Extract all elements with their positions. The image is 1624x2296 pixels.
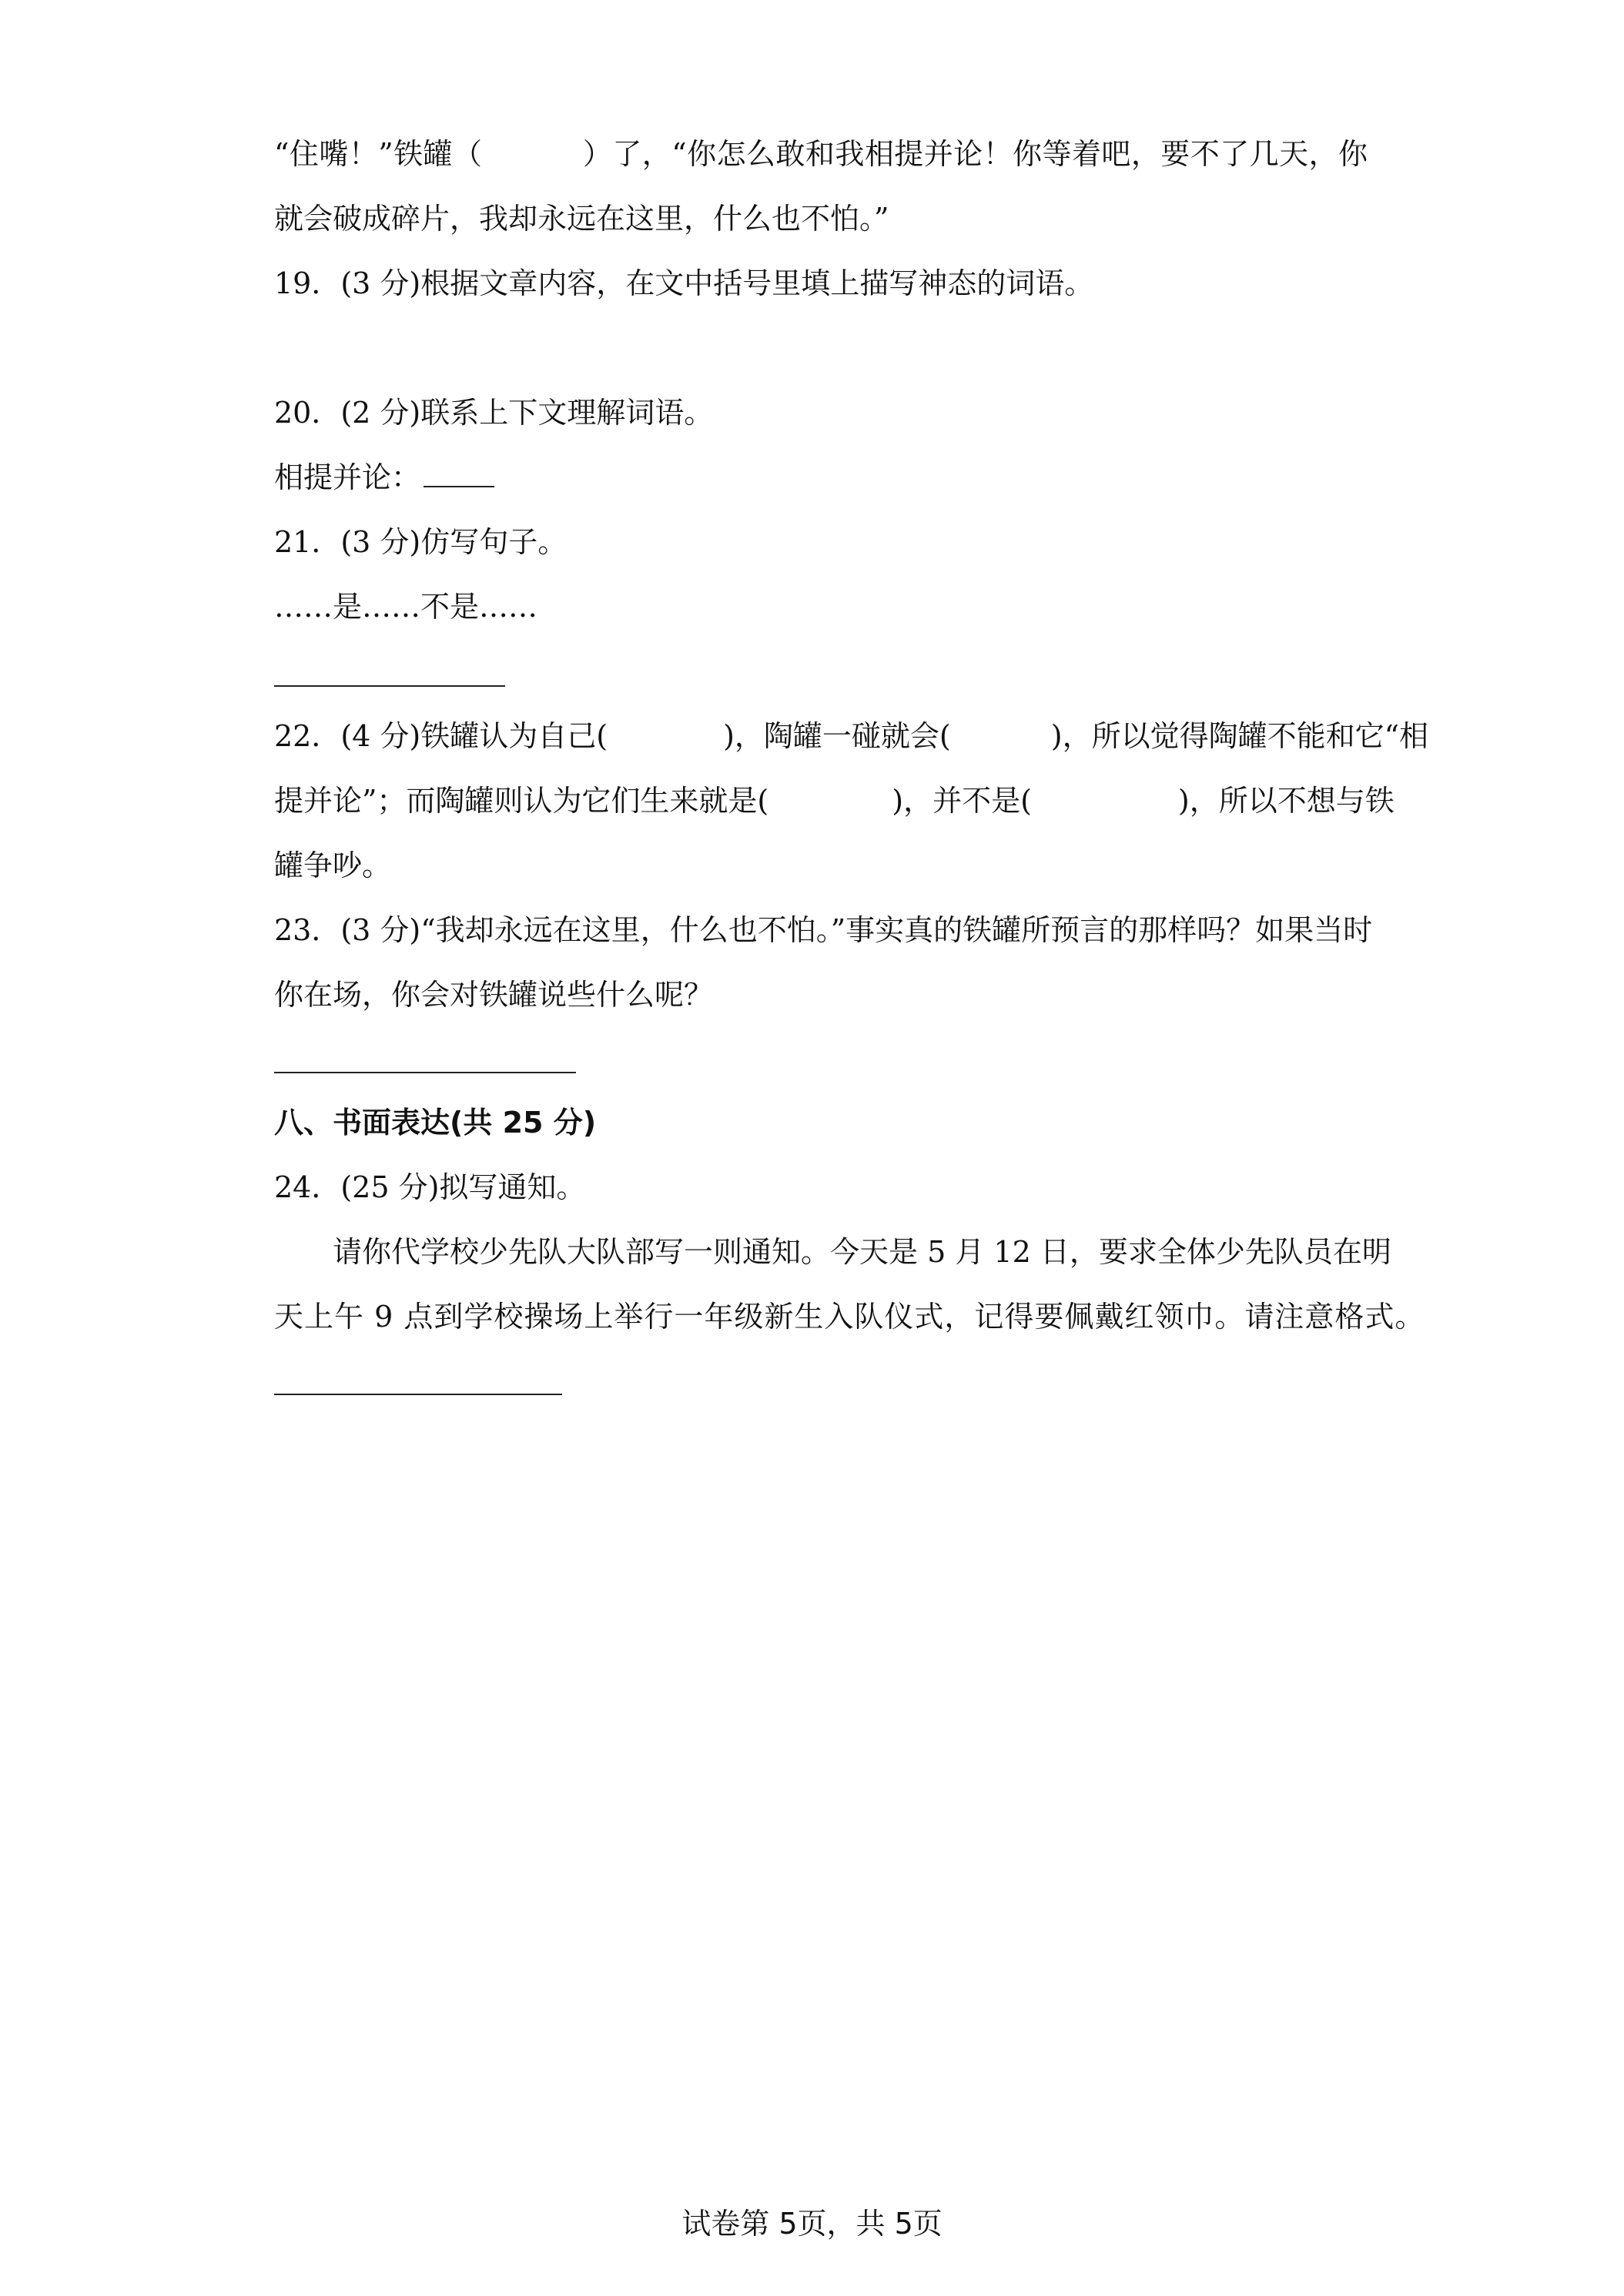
page-footer: 试卷第 5页，共 5页 (681, 2207, 943, 2241)
question-22-line (274, 784, 1395, 818)
passage-line (274, 137, 1368, 171)
question-24-prompt: 请你代学校少先队大队部写一则通知。今天是 5 月 12 日，要求全体少先队员在明 (333, 1235, 1391, 1269)
question-text: )，并不是( (892, 784, 1032, 818)
question-text: 提并论”；而陶罐则认为它们生来就是( (274, 784, 769, 818)
answer-blank[interactable] (424, 463, 494, 487)
question-text: 22．(4 分)铁罐认为自己( (274, 719, 608, 753)
passage-text: ）了，“你怎么敢和我相提并论！你等着吧，要不了几天，你 (582, 137, 1368, 171)
passage-text: “住嘴！”铁罐（ (274, 137, 483, 171)
question-text: )，所以觉得陶罐不能和它“相 (1050, 719, 1429, 753)
word-label: 相提并论： (274, 460, 421, 494)
question-19: 19．(3 分)根据文章内容，在文中括号里填上描写神态的词语。 (274, 266, 1094, 300)
question-21-pattern: ……是……不是…… (274, 590, 538, 624)
question-21: 21．(3 分)仿写句子。 (274, 525, 568, 559)
question-23-line: 23．(3 分)“我却永远在这里，什么也不怕。”事实真的铁罐所预言的那样吗？如果当时 (274, 913, 1373, 947)
question-text: )，陶罐一碰就会( (723, 719, 951, 753)
question-text: )，所以不想与铁 (1177, 784, 1395, 818)
passage-line: 就会破成碎片，我却永远在这里，什么也不怕。” (274, 202, 889, 236)
answer-line[interactable] (274, 1394, 562, 1395)
section-heading: 八、书面表达(共 25 分) (274, 1106, 597, 1140)
question-24-prompt: 天上午 9 点到学校操场上举行一年级新生入队仪式，记得要佩戴红领巾。请注意格式。 (274, 1300, 1425, 1334)
question-24: 24．(25 分)拟写通知。 (274, 1170, 586, 1204)
answer-line[interactable] (274, 685, 505, 687)
question-22-line (274, 719, 1429, 753)
question-23-line: 你在场，你会对铁罐说些什么呢？ (274, 978, 714, 1012)
answer-line[interactable] (274, 1072, 576, 1073)
question-22-line: 罐争吵。 (274, 848, 392, 882)
question-20-word (274, 460, 1368, 494)
question-20: 20．(2 分)联系上下文理解词语。 (274, 396, 714, 430)
